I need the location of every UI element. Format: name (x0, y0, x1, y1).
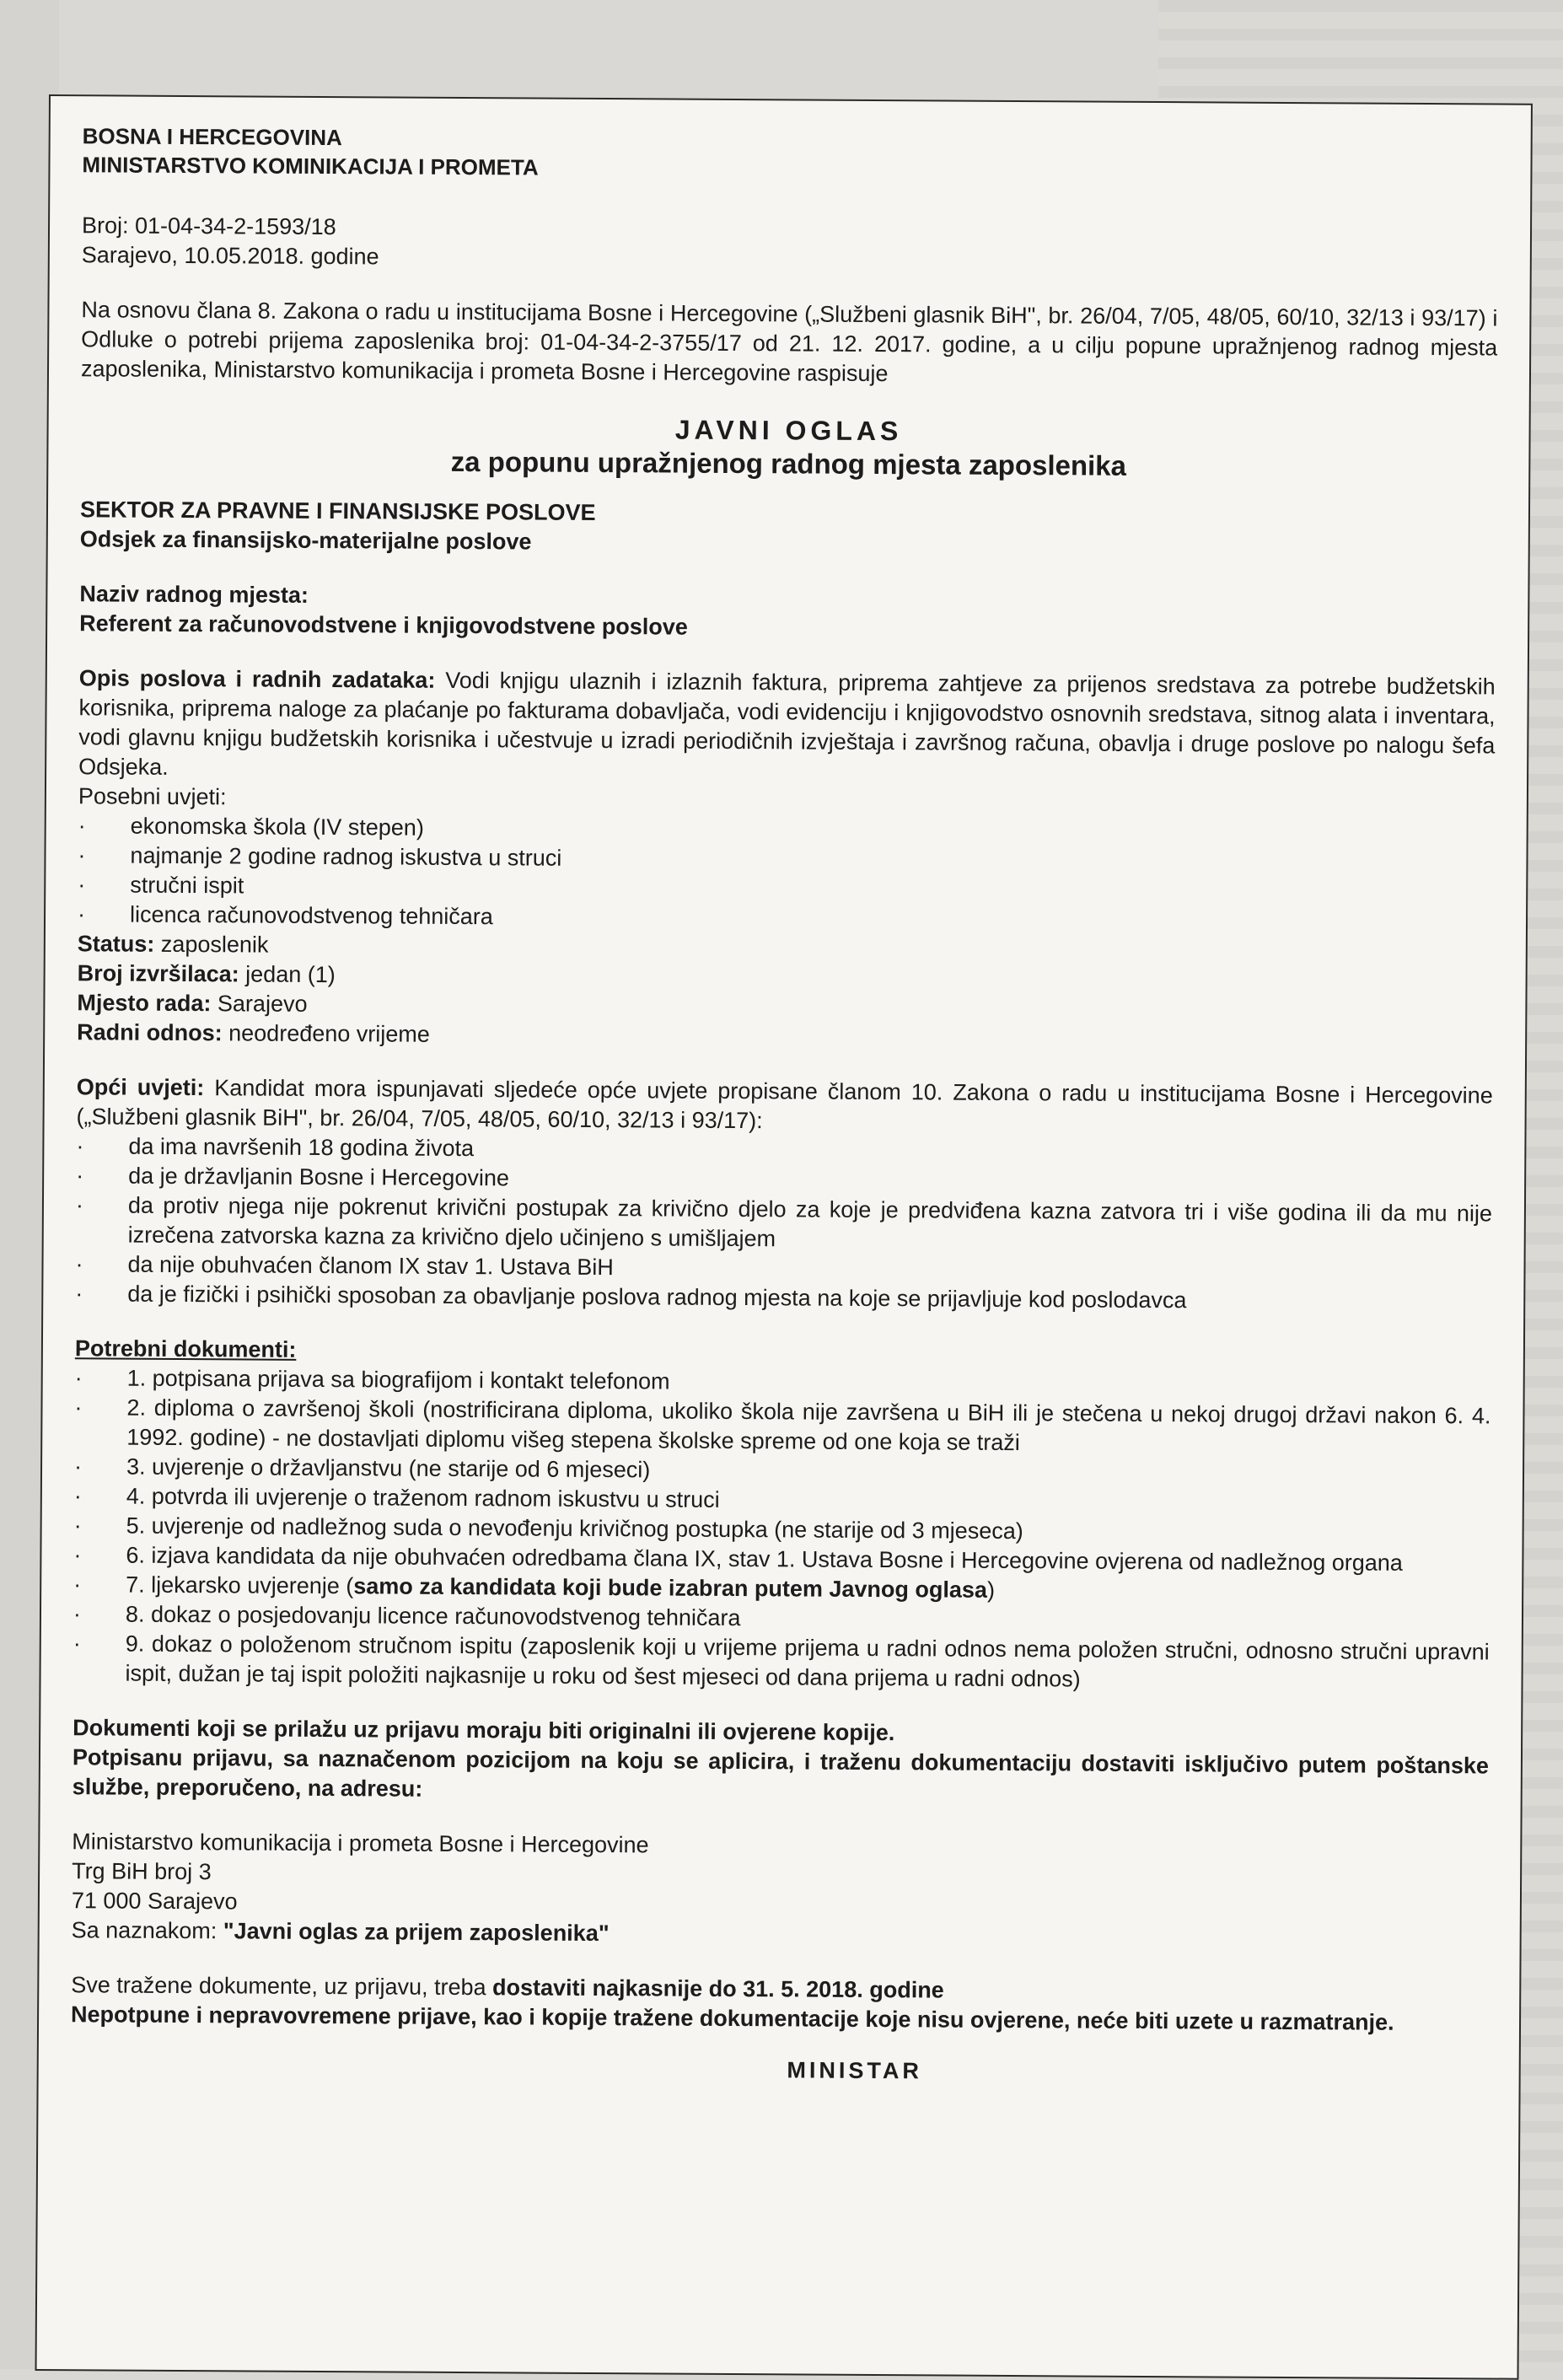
list-item: · da protiv njega nije pokrenut krivični postupak za krivično djelo za koje je predviđena kazna zatvora tri i više godina ili da mu nije izrečena zatvorska kazna za krivično djelo učinjeno s umišljajem (75, 1192, 1493, 1252)
department-name: Odsjek za finansijsko-materijalne poslove (79, 526, 532, 555)
general-conditions-label: Opći uvjeti: (76, 1074, 205, 1101)
list-item: · 3. uvjerenje o državljanstvu (ne starije od 6 mjeseci) (73, 1453, 651, 1483)
address-line-4: Sa naznakom: "Javni oglas za prijem zaposlenika" (71, 1917, 610, 1947)
originals-note: Dokumenti koji se prilažu uz prijavu moraju biti originalni ili ovjerene kopije. (73, 1715, 895, 1746)
position-label: Naziv radnog mjesta: (79, 581, 309, 608)
list-item: · da je fizički i psihički sposoban za obavljanje poslova radnog mjesta na koje se prijavljuje kod poslodavca (75, 1281, 1187, 1314)
employment-line: Radni odnos: neodređeno vrijeme (77, 1019, 430, 1047)
list-item: · 5. uvjerenje od nadležnog suda o nevođenju krivičnog postupka (ne starije od 3 mjeseca) (73, 1512, 1023, 1545)
sector-name: SEKTOR ZA PRAVNE I FINANSIJSKE POSLOVE (79, 497, 596, 525)
list-item: · najmanje 2 godine radnog iskustva u struci (78, 842, 562, 871)
announcement-subtitle: za popunu upražnjenog radnog mjesta zaposlenika (450, 445, 1127, 481)
header-ministry: MINISTARSTVO KOMINIKACIJA I PROMETA (82, 152, 539, 180)
list-item: · ekonomska škola (IV stepen) (78, 813, 424, 841)
list-item: · 1. potpisana prijava sa biografijom i kontakt telefonom (74, 1365, 670, 1394)
reference-number: Broj: 01-04-34-2-1593/18 (81, 212, 336, 240)
required-documents-list (73, 1363, 1490, 1696)
address-line-3: 71 000 Sarajevo (71, 1888, 238, 1915)
position-name: Referent za računovodstvene i knjigovodstvene poslove (79, 610, 688, 640)
address-block (72, 1827, 1489, 1953)
address-line-1: Ministarstvo komunikacija i prometa Bosne i Hercegovine (72, 1829, 649, 1858)
address-line-2: Trg BiH broj 3 (72, 1858, 212, 1885)
required-documents-label: Potrebni dokumenti: (74, 1335, 297, 1362)
list-item: · 7. ljekarsko uvjerenje (samo za kandidata koji bude izabran putem Javnog oglasa) (73, 1571, 996, 1603)
list-item: · da nije obuhvaćen članom IX stav 1. Ustava BiH (75, 1251, 614, 1281)
duties-paragraph (78, 663, 1496, 790)
special-conditions-list (78, 811, 1495, 937)
intro-paragraph: Na osnovu člana 8. Zakona o radu u institucijama Bosne i Hercegovine („Službeni glasnik BiH", br. 26/04, 7/05, 48/05, 60/10, 32/13 i 93/17) i Odluke o potrebi prijema zaposlenika broj: 01-04-34-2-3755/17 od 21. 12. 2017. godine, a u cilju popune upražnjenog radnog mjesta zaposlenika, Ministarstvo komunikacija i prometa Bosne i Hercegovine raspisuje (80, 297, 1498, 387)
deadline-line: Sve tražene dokumente, uz prijavu, treba dostaviti najkasnije do 31. 5. 2018. godine (71, 1972, 944, 2003)
status-line: Status: zaposlenik (77, 931, 269, 958)
list-item: · da je državljanin Bosne i Hercegovine (76, 1163, 510, 1191)
list-item: · stručni ispit (78, 872, 244, 899)
list-item: · 4. potvrda ili uvjerenje o traženom radnom iskustvu u struci (73, 1483, 720, 1512)
special-conditions-label: Posebni uvjeti: (78, 783, 227, 810)
document-date: Sarajevo, 10.05.2018. godine (81, 242, 379, 270)
warning-note: Nepotpune i nepravovremene prijave, kao i kopije tražene dokumentacije koje nisu ovjerene, neće biti uzete u razmatranje. (70, 2001, 1394, 2035)
duties-text: Vodi knjigu ulaznih i izlaznih faktura, priprema zahtjeve za prijenos sredstava za potrebe budžetskih korisnika, priprema naloge za plaćanje po fakturama dobavljača, vodi evidenciju i knjigovodstvo osnovnih sredstava, sitnog alata i inventara, vodi glavnu knjigu budžetskih korisnika i učestvuje u izradi periodičnih izvještaja i završnog računa, obavlja i druge poslove po nalogu šefa Odsjeka. (78, 667, 1496, 780)
header-country: BOSNA I HERCEGOVINA (82, 123, 342, 151)
workplace-line: Mjesto rada: Sarajevo (77, 990, 308, 1017)
job-advertisement (35, 94, 1533, 2380)
general-conditions-list (75, 1131, 1492, 1317)
list-item: · da ima navršenih 18 godina života (76, 1133, 475, 1162)
announcement-title: JAVNI OGLAS (674, 414, 903, 447)
delivery-note: Potpisanu prijavu, sa naznačenom pozicijom na koju se aplicira, i traženu dokumentaciju dostaviti isključivo putem poštanske službe, preporučeno, na adresu: (72, 1744, 1490, 1802)
signature-title: MINISTAR (787, 2057, 923, 2084)
general-conditions-paragraph: Opći uvjeti: Kandidat mora ispunjavati sljedeće opće uvjete propisane članom 10. Zakona o radu u institucijama Bosne i Hercegovine („Službeni glasnik BiH", br. 26/04, 7/05, 48/05, 60/10, 32/13 i 93/17): (76, 1074, 1493, 1134)
list-item: · 6. izjava kandidata da nije obuhvaćen odredbama člana IX, stav 1. Ustava Bosne i Hercegovine ovjerena od nadležnog organa (73, 1542, 1403, 1576)
duties-label: Opis poslova i radnih zadataka: (78, 665, 436, 693)
executors-line: Broj izvršilaca: jedan (1) (77, 960, 336, 988)
list-item: · 8. dokaz o posjedovanju licence računovodstvenog tehničara (73, 1601, 741, 1631)
list-item: · 2. diploma o završenoj školi (nostrificirana diploma, ukoliko škola nije završena u BiH ili je stečena u nekoj drugoj državi nakon 6. 4. 1992. godine) - ne dostavljati diplomu višeg stepena školske spreme od one koja se traži (74, 1394, 1491, 1456)
list-item: · 9. dokaz o položenom stručnom ispitu (zaposlenik koji u vrijeme prijema u radni odnos nema položen stručni, odnosno stručni upravni ispit, dužan je taj ispit položiti najkasnije u roku od šest mjeseci od dana prijema u radni odnos) (73, 1631, 1490, 1692)
list-item: · licenca računovodstvenog tehničara (77, 901, 493, 930)
